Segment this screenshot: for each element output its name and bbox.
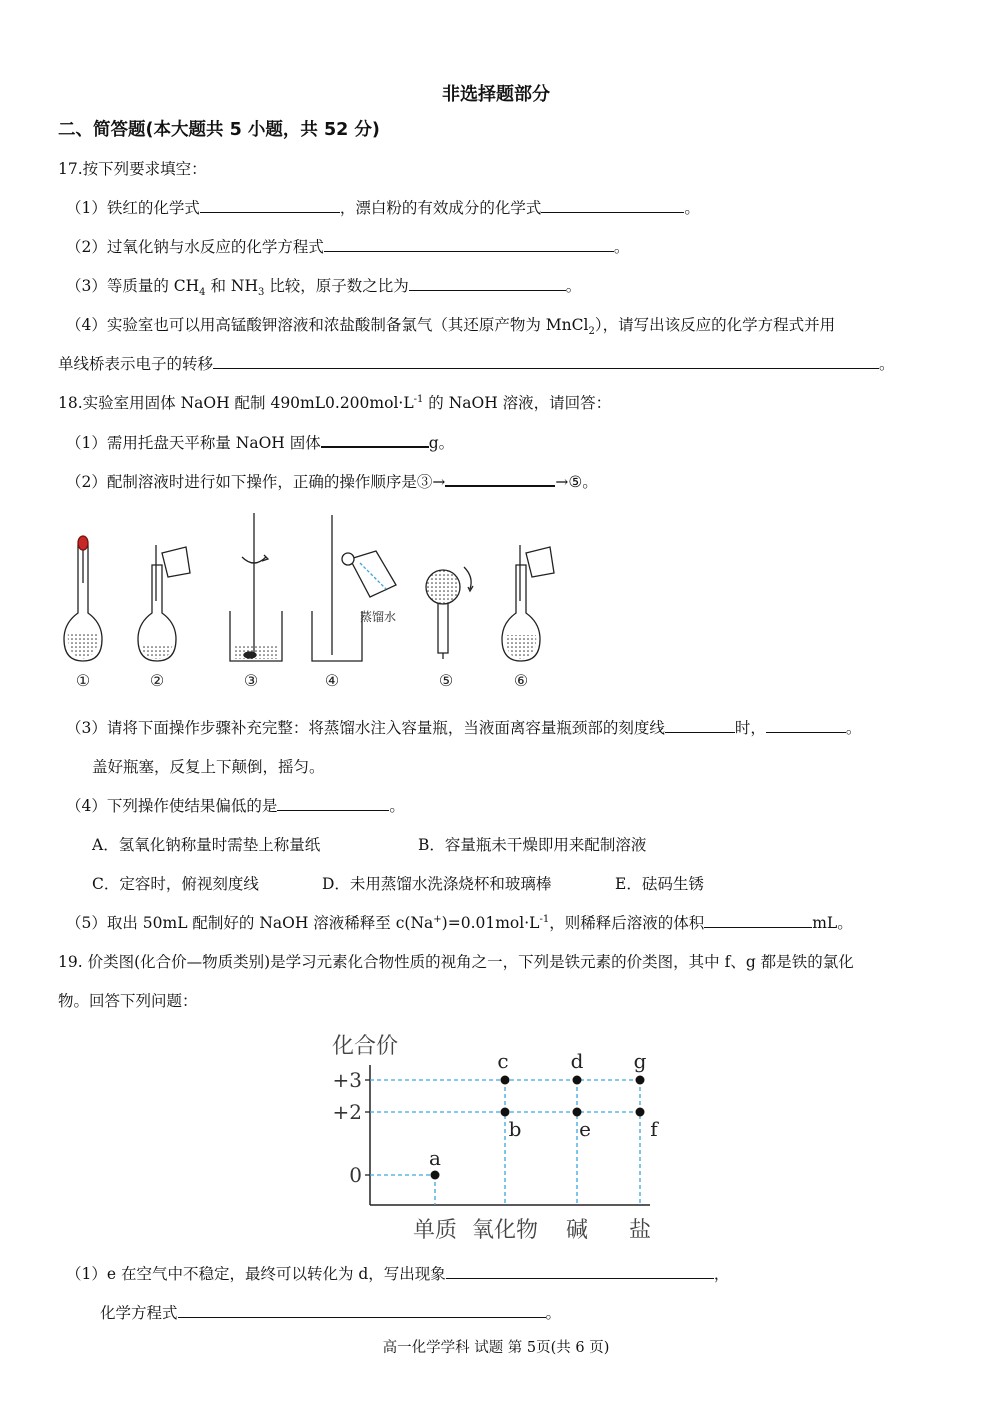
data-point-label: c [497, 1049, 509, 1073]
x-category-label: 单质 [412, 1218, 458, 1243]
apparatus-1-dropper-flask [64, 536, 102, 661]
answer-blank[interactable] [665, 717, 735, 733]
q17-part1-text-a: （1）铁红的化学式 [66, 199, 200, 217]
option-b: B．容量瓶未干燥即用来配制溶液 [418, 836, 647, 854]
q19-stem-line2: 物。回答下列问题： [58, 992, 198, 1010]
answer-blank[interactable] [213, 353, 879, 369]
q18-part5 [66, 912, 853, 934]
answer-blank[interactable] [321, 431, 429, 448]
q17-part2-end: 。 [613, 238, 630, 256]
q17-part4-text-b: ），请写出该反应的化学方程式并用 [594, 316, 836, 334]
x-category-label: 盐 [628, 1218, 652, 1243]
apparatus-3-stir-beaker [230, 513, 282, 661]
q18-part5-text-c: ，则稀释后溶液的体积 [549, 914, 705, 932]
apparatus-number-label: ① [75, 671, 91, 690]
answer-blank[interactable] [446, 1263, 714, 1279]
apparatus-number-label: ⑥ [513, 671, 529, 690]
q19-stem-line1: 19. 价类图(化合价—物质类别)是学习元素化合物性质的视角之一，下列是铁元素的价类图，其中 f、g 都是铁的氯化 [58, 953, 854, 971]
data-point [573, 1108, 582, 1117]
x-category-label: 氧化物 [471, 1218, 539, 1243]
option-e: E．砝码生锈 [615, 875, 704, 893]
data-point-label: f [650, 1117, 658, 1141]
subscript: 4 [199, 287, 206, 299]
answer-blank[interactable] [409, 275, 566, 291]
chart-ylabel: 化合价 [332, 1034, 399, 1059]
apparatus-number-label: ④ [324, 671, 340, 690]
q18-part4-end: 。 [389, 797, 405, 815]
option-a: A．氢氧化钠称量时需垫上称量纸 [92, 836, 321, 854]
q17-part1-text-b: ，漂白粉的有效成分的化学式 [339, 199, 542, 217]
q17-stem: 17.按下列要求填空： [58, 160, 207, 178]
q17-part3-text-b: 和 NH [205, 277, 258, 295]
q18-part3-line2: 盖好瓶塞，反复上下颠倒，摇匀。 [92, 758, 325, 776]
q19-part1-line2 [100, 1302, 561, 1324]
data-point [501, 1108, 510, 1117]
data-point-label: b [508, 1117, 522, 1141]
q17-part3-text-c: 比较，原子数之比为 [264, 277, 409, 295]
q17-part4-text-c: 单线桥表示电子的转移 [58, 355, 214, 373]
data-point [573, 1076, 582, 1085]
q17-part4-end: 。 [879, 355, 895, 373]
q18-stem-text-b: 的 NaOH 溶液，请回答： [423, 394, 612, 412]
q18-part1 [66, 431, 454, 454]
q17-part1-end: 。 [684, 199, 700, 217]
q18-part3-end: 。 [845, 719, 862, 737]
subscript: 3 [257, 287, 265, 299]
answer-blank[interactable] [277, 795, 389, 811]
q18-stem [58, 392, 611, 414]
data-point-label: a [429, 1146, 441, 1170]
option-d: D．未用蒸馏水洗涤烧杯和玻璃棒 [322, 875, 552, 893]
superscript: -1 [413, 393, 424, 405]
page-title: 非选择题部分 [442, 84, 550, 105]
apparatus-2-pour-flask [138, 545, 190, 661]
q17-part3-text-a: （3）等质量的 CH [66, 277, 200, 295]
q18-part5-text-b: )=0.01mol·L [441, 914, 540, 932]
q18-part3 [66, 717, 861, 739]
data-point-label: e [579, 1117, 591, 1141]
data-point-label: g [633, 1049, 647, 1073]
q17-part4-line2 [58, 353, 895, 375]
answer-blank[interactable] [541, 197, 684, 213]
y-tick-label: 0 [349, 1163, 362, 1187]
superscript: + [433, 913, 442, 925]
q19-part1-line2-text: 化学方程式 [100, 1304, 178, 1322]
section-heading: 二、简答题(本大题共 5 小题，共 52 分) [58, 120, 380, 140]
apparatus-4-wash-beaker [312, 515, 396, 661]
data-point-label: d [570, 1049, 584, 1073]
apparatus-number-label: ⑤ [438, 671, 454, 690]
page-footer: 高一化学学科 试题 第 5页(共 6 页) [382, 1340, 610, 1356]
q18-part2-text-a: （2）配制溶液时进行如下操作，正确的操作顺序是③→ [66, 473, 446, 491]
superscript: -1 [539, 913, 550, 925]
answer-blank[interactable] [704, 912, 812, 928]
q17-part3-end: 。 [565, 277, 582, 295]
data-point [636, 1108, 645, 1117]
q19-part1-comma: ， [713, 1265, 730, 1283]
data-point [431, 1171, 440, 1180]
q18-part2 [66, 470, 598, 493]
q18-part4-text: （4）下列操作使结果偏低的是 [66, 797, 278, 815]
q17-part2-text: （2）过氧化钠与水反应的化学方程式 [66, 238, 324, 256]
q17-part1 [66, 197, 700, 219]
y-tick-label: +2 [332, 1100, 362, 1124]
q18-stem-text-a: 18.实验室用固体 NaOH 配制 490mL0.200mol·L [58, 394, 414, 412]
data-point [636, 1076, 645, 1085]
apparatus-5-invert-flask [426, 567, 473, 659]
q18-part2-text-b: →⑤。 [555, 473, 598, 491]
data-point [501, 1076, 510, 1085]
apparatus-number-label: ② [149, 671, 165, 690]
answer-blank[interactable] [766, 717, 846, 733]
q18-part4 [66, 795, 405, 817]
q19-part1-text: （1）e 在空气中不稳定，最终可以转化为 d，写出现象 [66, 1265, 446, 1283]
apparatus-figure [50, 505, 560, 695]
q18-part5-unit: mL。 [812, 914, 853, 932]
q17-part2 [66, 236, 629, 258]
q18-part5-text-a: （5）取出 50mL 配制好的 NaOH 溶液稀释至 c(Na [66, 914, 434, 932]
q18-part1-text: （1）需用托盘天平称量 NaOH 固体 [66, 434, 321, 452]
y-tick-label: +3 [332, 1068, 362, 1092]
answer-blank[interactable] [324, 236, 614, 252]
apparatus-6-pour-flask [502, 545, 554, 661]
q17-part4 [66, 314, 835, 336]
q19-part1 [66, 1263, 729, 1285]
apparatus-number-label: ③ [243, 671, 259, 690]
q17-part3 [66, 275, 581, 297]
answer-blank[interactable] [445, 470, 555, 487]
q18-part3-text-a: （3）请将下面操作步骤补充完整：将蒸馏水注入容量瓶，当液面离容量瓶颈部的刻度线 [66, 719, 665, 737]
answer-blank[interactable] [200, 197, 340, 213]
q18-part3-text-b: 时， [734, 719, 766, 737]
distilled-water-label: 蒸馏水 [360, 610, 397, 624]
q18-part1-unit: g。 [428, 434, 455, 452]
q17-part4-text-a: （4）实验室也可以用高锰酸钾溶液和浓盐酸制备氯气（其还原产物为 MnCl [66, 316, 589, 334]
answer-blank[interactable] [178, 1302, 546, 1318]
q19-part1-end: 。 [545, 1304, 562, 1322]
x-category-label: 碱 [565, 1218, 589, 1243]
iron-valence-chart [320, 1025, 680, 1250]
subscript: 2 [588, 326, 595, 338]
option-c: C．定容时，俯视刻度线 [92, 875, 259, 893]
